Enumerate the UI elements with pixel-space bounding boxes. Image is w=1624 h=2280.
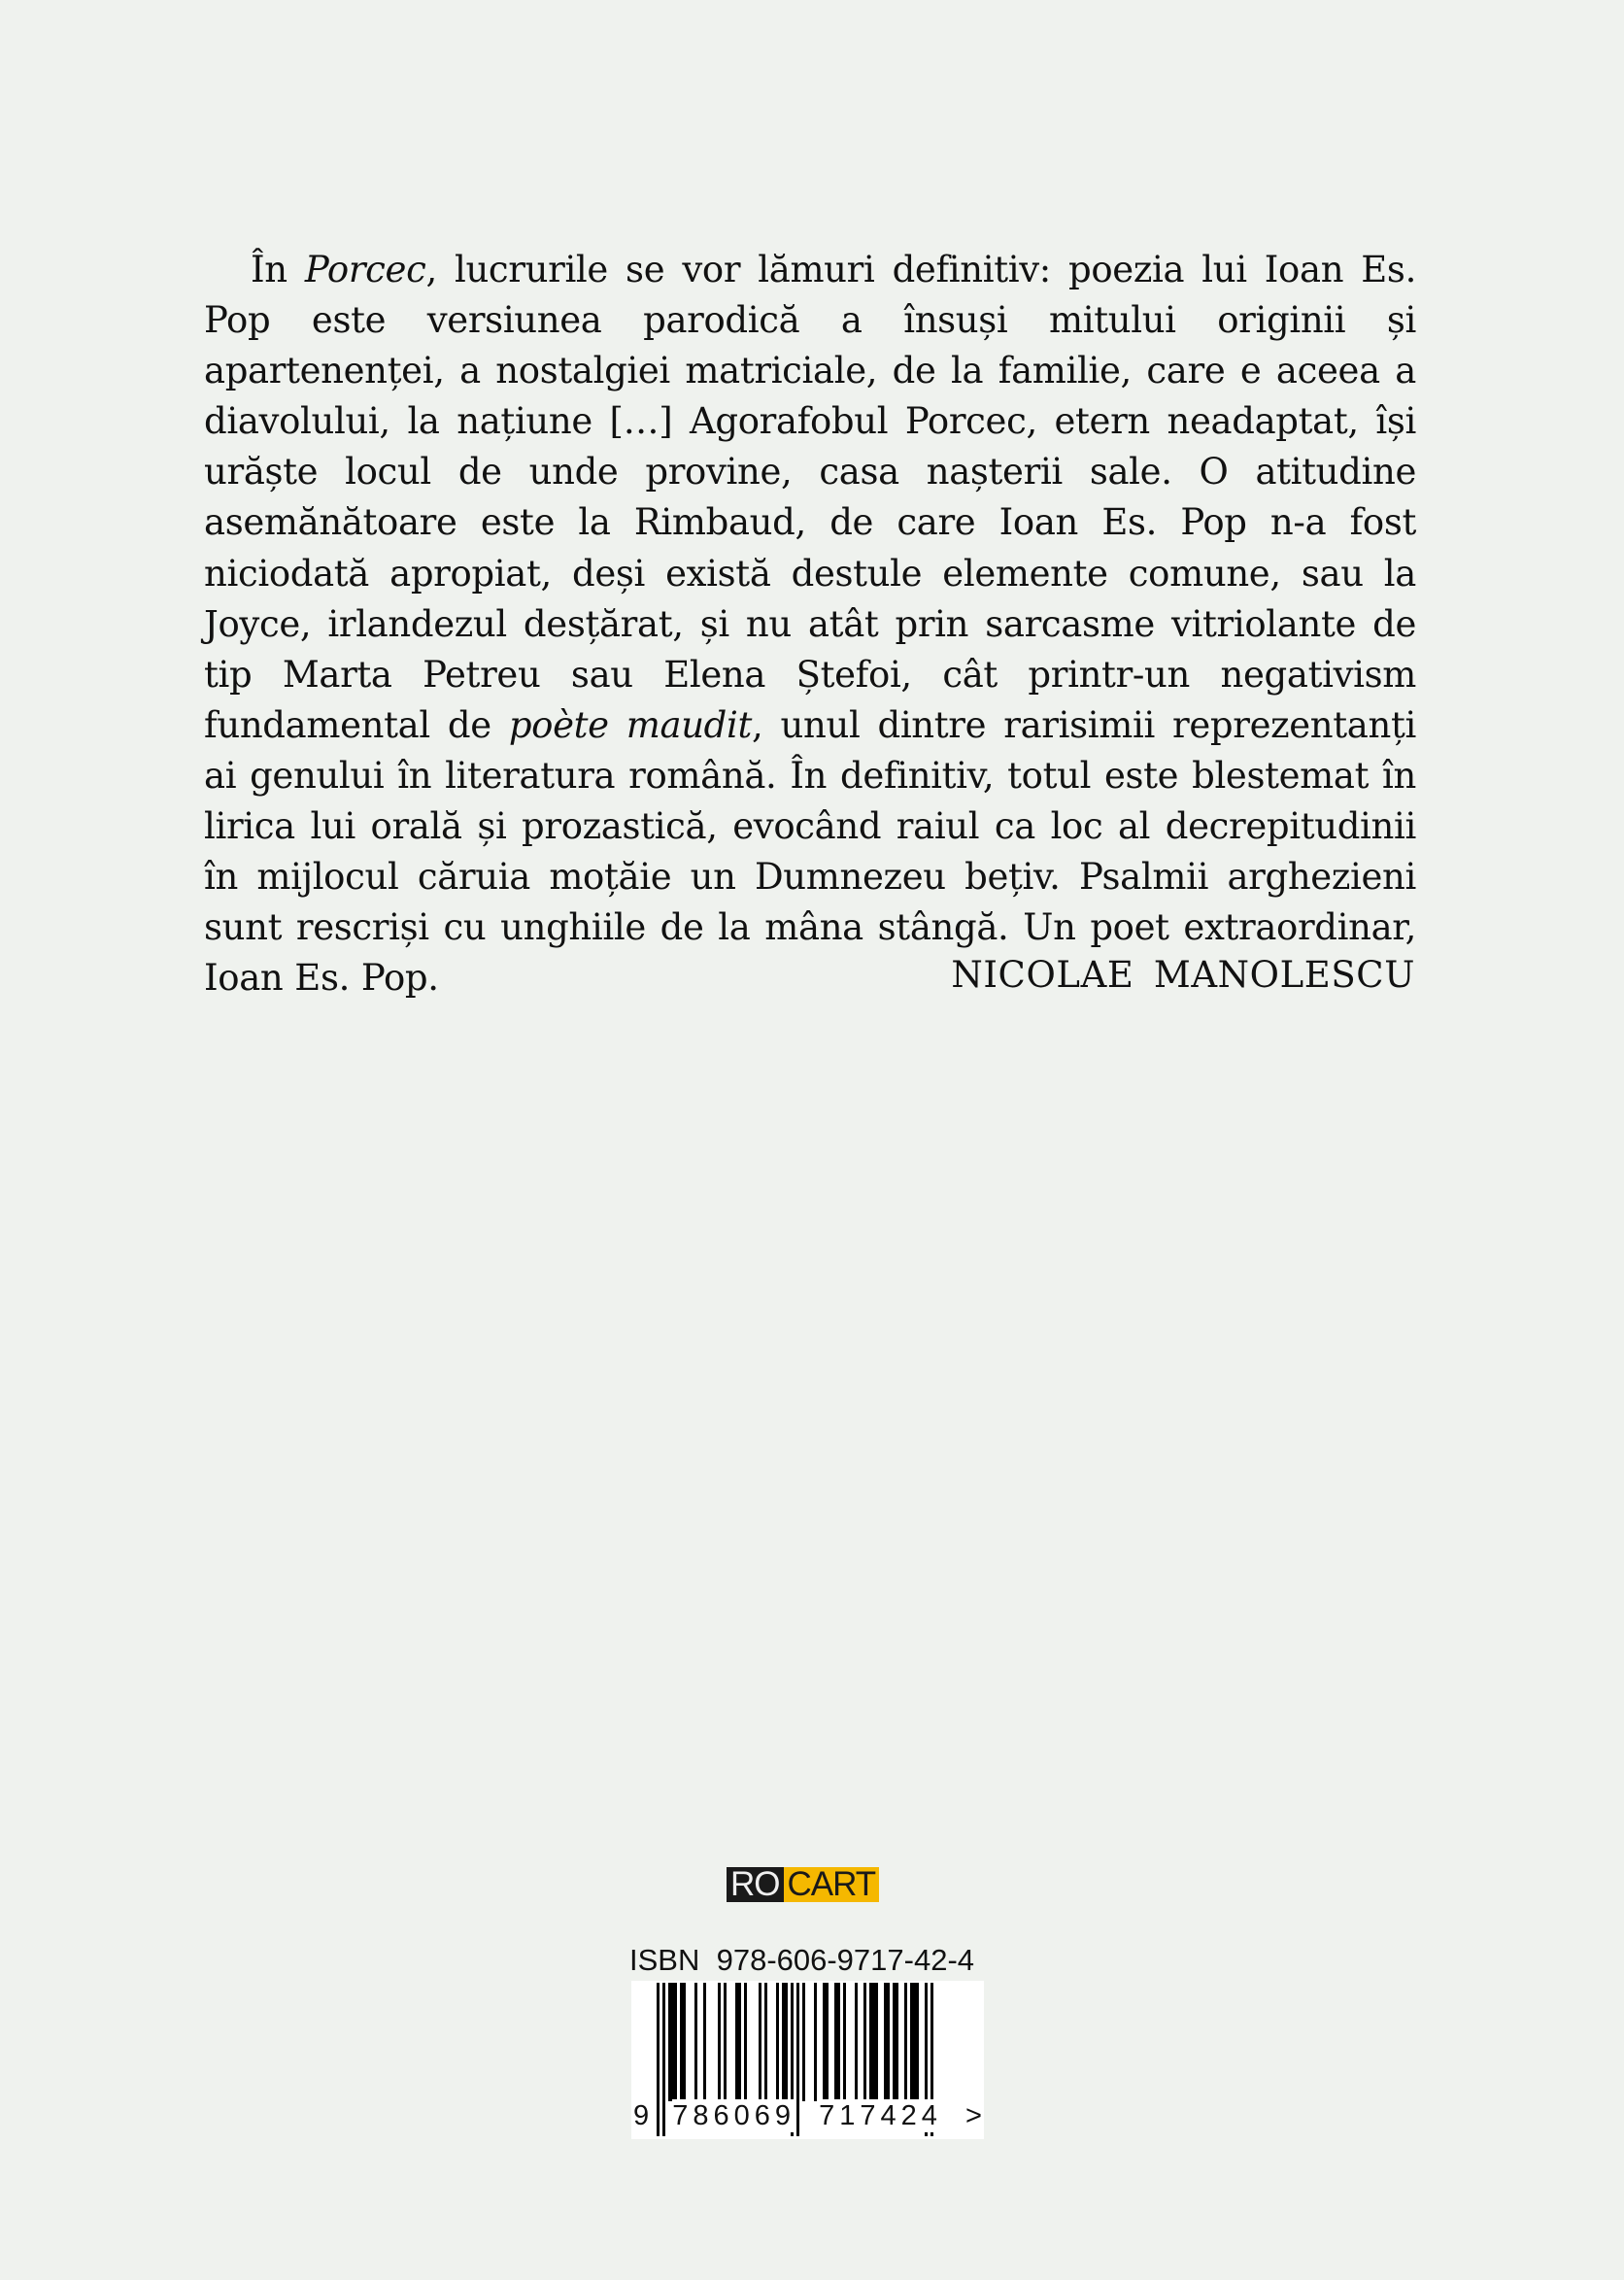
barcode-bar-7: [694, 1983, 697, 2101]
book-title-italic: Porcec: [304, 249, 426, 290]
barcode-bar-2: [668, 1983, 671, 2101]
isbn-label: ISBN: [629, 1943, 700, 1977]
barcode-lead-digit: 9: [633, 2100, 650, 2131]
barcode-bar-30: [869, 1983, 872, 2101]
barcode-bar-25: [834, 1983, 837, 2101]
barcode-right-group: 717424: [819, 2100, 942, 2131]
barcode-bar-23: [823, 1983, 826, 2101]
barcode-bar-15: [764, 1983, 767, 2101]
barcode-bar-24: [826, 1983, 829, 2101]
barcode-bar-28: [855, 1983, 858, 2101]
barcode-bar-21: [802, 1983, 805, 2101]
barcode-bar-8: [703, 1983, 706, 2101]
barcode-bar-37: [904, 1983, 907, 2101]
barcode-bar-11: [735, 1983, 738, 2101]
barcode-bar-34: [887, 1983, 890, 2101]
blurb-text-part-1: , lucrurile se vor lămuri definitiv: poezia lui Ioan Es. Pop este versiunea parodică a însuși mitului originii și apartenenței, a nostalgiei matriciale, de la familie, care e aceea a diavolului, la națiune […] Agorafobul Porcec, etern neadaptat, își urăște locul de unde provine, casa nașterii sale. O atitudine asemănătoare este la Rimbaud, de care Ioan Es. Pop n-a fost niciodată apropiat, deși există destule elemente comune, sau la Joyce, irlandezul desțărat, și nu atât prin sarcasme vitriolante de tip Marta Petreu sau Elena Ștefoi, cât printr-un negativism fundamental de: [204, 249, 1416, 746]
blurb-intro: În: [251, 249, 305, 290]
barcode-bar-22: [814, 1983, 817, 2101]
barcode-bar-31: [872, 1983, 875, 2101]
barcode-left-group: 786069: [672, 2100, 796, 2131]
publisher-logo-ro: RO: [727, 1867, 784, 1902]
barcode-bar-5: [680, 1983, 683, 2101]
barcode-bar-32: [875, 1983, 878, 2101]
blurb-paragraph: [204, 245, 1416, 1004]
barcode-bar-33: [884, 1983, 887, 2101]
barcode-bar-3: [671, 1983, 674, 2101]
barcode-bar-16: [776, 1983, 779, 2101]
barcode-bar-29: [863, 1983, 866, 2101]
barcode-bar-38: [910, 1983, 913, 2101]
isbn-line: [629, 1943, 974, 1978]
barcode: [631, 1981, 984, 2139]
barcode-bar-14: [759, 1983, 761, 2101]
barcode-bar-9: [718, 1983, 721, 2101]
barcode-bar-39: [913, 1983, 916, 2101]
barcode-bar-4: [674, 1983, 677, 2101]
barcode-bar-6: [683, 1983, 686, 2101]
barcode-bar-13: [744, 1983, 747, 2101]
publisher-logo-cart: CART: [784, 1867, 880, 1902]
blurb-text-part-2: , unul dintre rarisimii reprezentanți ai genului în literatura română. În definitiv, totul este blestemat în lirica lui orală și prozastică, evocând raiul ca loc al decrepitudinii în mijlocul căruia moțăie un Dumnezeu bețiv. Psalmii arghezieni sunt rescriși cu unghiile de la mâna stângă. Un poet extraordinar, Ioan Es. Pop.: [204, 703, 1416, 1000]
author-signature: NICOLAE MANOLESCU: [951, 954, 1415, 996]
back-cover-blurb: [204, 245, 1416, 1004]
barcode-bar-26: [837, 1983, 840, 2101]
barcode-bar-12: [738, 1983, 741, 2101]
barcode-bar-27: [843, 1983, 846, 2101]
barcode-bar-40: [916, 1983, 919, 2101]
barcode-bar-10: [724, 1983, 727, 2101]
barcode-bar-35: [893, 1983, 896, 2101]
barcode-end-marker: >: [965, 2100, 982, 2131]
barcode-bar-36: [896, 1983, 898, 2101]
publisher-logo: [727, 1867, 879, 1902]
isbn-number: 978-606-9717-42-4: [716, 1943, 975, 1977]
barcode-bar-18: [785, 1983, 788, 2101]
poete-maudit-italic: poète maudit: [508, 703, 753, 746]
barcode-digits: [633, 2099, 982, 2132]
barcode-bar-17: [782, 1983, 785, 2101]
